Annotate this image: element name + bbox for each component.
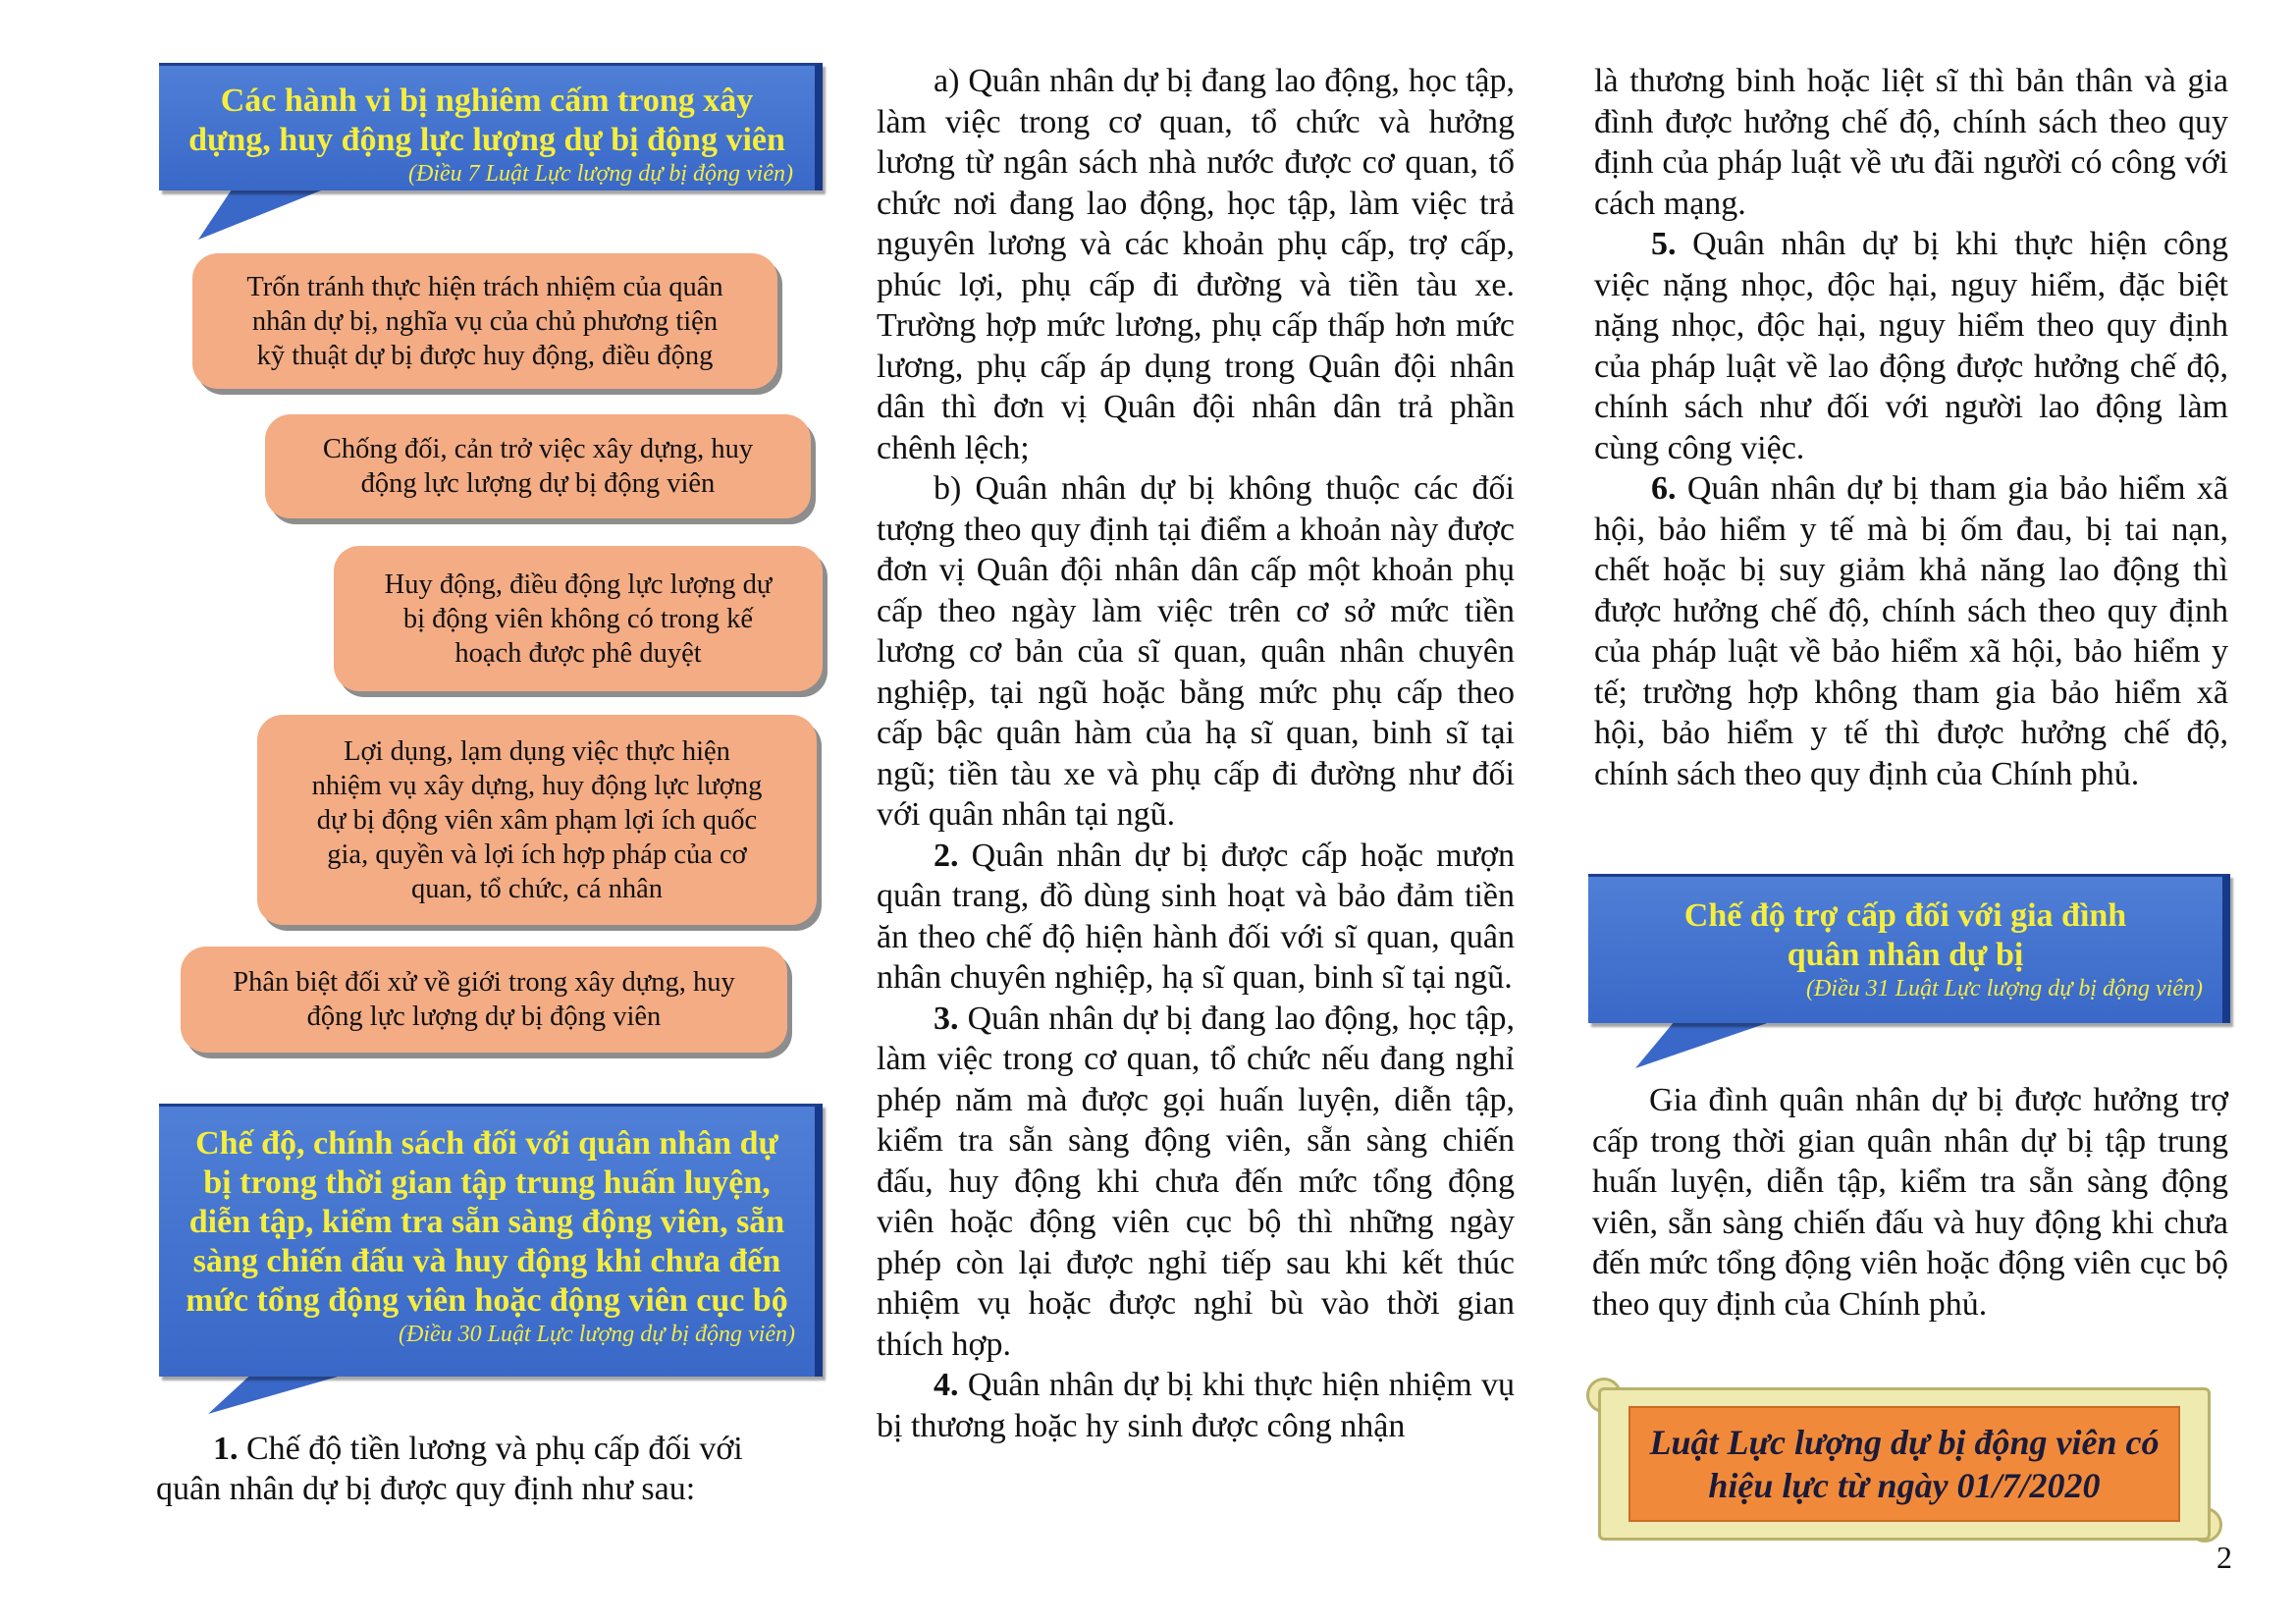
clause-text: Quân nhân dự bị tham gia bảo hiểm xã hội, bảo hiểm y tế mà bị ốm đau, bị tai nạn, chết hoặc bị suy giảm khả năng lao động thì được hưởng chế độ, chính sách theo quy định của pháp luật về bảo hiểm xã hội, bảo hiểm y tế; trường hợp không tham gia bảo hiểm xã hội, bảo hiểm y tế thì được hưởng chế độ, chính sách theo quy định của Chính phủ. — [1594, 470, 2228, 792]
item-line: gia, quyền và lợi ích hợp pháp của cơ — [327, 839, 747, 870]
callout-title-line: bị trong thời gian tập trung huấn luyện, — [203, 1164, 771, 1201]
callout-title-line: Các hành vi bị nghiêm cấm trong xây — [220, 82, 754, 119]
clause-number: 2. — [934, 837, 959, 874]
item-line: Lợi dụng, lạm dụng việc thực hiện — [344, 735, 730, 767]
callout-reference: (Điều 31 Luật Lực lượng dự bị động viên) — [1805, 976, 2203, 1001]
callout-reference: (Điều 7 Luật Lực lượng dự bị động viên) — [407, 161, 793, 187]
clause-5 — [1594, 224, 2228, 468]
intro-paragraph — [156, 1429, 798, 1509]
callout-title-line: mức tổng động viên hoặc động viên cục bộ — [186, 1282, 788, 1319]
item-line: quan, tổ chức, cá nhân — [410, 873, 663, 904]
callout-prohibited-acts — [159, 63, 823, 240]
prohibited-item-4 — [257, 715, 817, 925]
callout-reference: (Điều 30 Luật Lực lượng dự bị động viên) — [398, 1322, 795, 1347]
prohibited-item-1 — [192, 253, 777, 389]
family-text: Gia đình quân nhân dự bị được hưởng trợ cấp trong thời gian quân nhân dự bị tập trung huấn luyện, diễn tập, kiểm tra sẵn sàng động viên, sẵn sàng chiến đấu và huy động khi chưa đến mức tổng động viên hoặc động viên cục bộ theo quy định của Chính phủ. — [1592, 1082, 2228, 1323]
item-line: kỹ thuật dự bị được huy động, điều động — [256, 340, 714, 371]
item-line: Trốn tránh thực hiện trách nhiệm của quân — [246, 271, 723, 302]
page-number: 2 — [2216, 1540, 2232, 1575]
item-line: Phân biệt đối xử về giới trong xây dựng, huy — [233, 967, 735, 998]
clause-2 — [877, 836, 1515, 999]
prohibited-item-3 — [334, 546, 823, 691]
banner-panel — [1629, 1406, 2180, 1522]
clause-number: 1. — [213, 1431, 239, 1467]
clause-text: Quân nhân dự bị khi thực hiện công việc nặng nhọc, độc hại, nguy hiểm, đặc biệt nặng nhọc, độc hại, nguy hiểm theo quy định của pháp luật về lao động được hưởng chế độ, chính sách như đối với người lao động làm cùng công việc. — [1594, 226, 2228, 466]
clause-number: 6. — [1651, 470, 1677, 507]
clause-number: 5. — [1651, 226, 1677, 262]
clause-4-continued: là thương binh hoặc liệt sĩ thì bản thân và gia đình được hưởng chế độ, chính sách theo quy định của pháp luật về ưu đãi người có công với cách mạng. — [1594, 63, 2228, 222]
clause-3 — [877, 999, 1515, 1366]
clause-number: 3. — [934, 1000, 959, 1037]
callout-title-line: sàng chiến đấu và huy động khi chưa đến — [192, 1243, 781, 1279]
right-column — [1594, 61, 2228, 794]
clause-b: b) Quân nhân dự bị không thuộc các đối tượng theo quy định tại điểm a khoản này được đơn vị Quân đội nhân dân cấp một khoản phụ cấp theo ngày làm việc trên cơ sở mức tiền lương cơ bản của sĩ quan, quân nhân chuyên nghiệp, tại ngũ hoặc bằng mức phụ cấp theo cấp bậc quân hàm của hạ sĩ quan, binh sĩ tại ngũ; tiền tàu xe và phụ cấp đi đường như đối với quân nhân tại ngũ. — [877, 470, 1515, 833]
item-line: nhân dự bị, nghĩa vụ của chủ phương tiện — [251, 305, 719, 337]
callout-tail — [1635, 1021, 1792, 1080]
effective-date-banner — [1580, 1370, 2228, 1551]
callout-reservist-policy — [159, 1104, 823, 1398]
clause-text: Quân nhân dự bị đang lao động, học tập, làm việc trong cơ quan, tổ chức nếu đang nghỉ phép năm mà được gọi huấn luyện, diễn tập, kiểm tra sẵn sàng động viên, sẵn sàng chiến đấu, huy động khi chưa đến mức tổng động viên hoặc động viên cục bộ thì những ngày phép còn lại được nghỉ tiếp sau khi kết thúc nhiệm vụ hoặc được nghỉ bù vào thời gian thích hợp. — [877, 1000, 1515, 1363]
banner-line: Luật Lực lượng dự bị động viên có — [1649, 1423, 2160, 1462]
callout-tail — [198, 181, 375, 249]
clause-6 — [1594, 468, 2228, 794]
middle-column — [877, 61, 1515, 1446]
callout-title-line: dựng, huy động lực lượng dự bị động viên — [188, 122, 785, 158]
clause-text: Chế độ tiền lương và phụ cấp đối với quân nhân dự bị được quy định như sau: — [156, 1431, 743, 1507]
clause-number: 4. — [934, 1367, 959, 1403]
item-line: dự bị động viên xâm phạm lợi ích quốc — [316, 804, 758, 836]
prohibited-item-2 — [265, 414, 811, 518]
clause-a: a) Quân nhân dự bị đang lao động, học tập, làm việc trong cơ quan, tổ chức và hưởng lương từ ngân sách nhà nước được cơ quan, tổ chức nơi đang lao động, học tập, làm việc trả nguyên lương và các khoản phụ cấp, trợ cấp, phúc lợi, phụ cấp đi đường và tiền tàu xe. Trường hợp mức lương, phụ cấp thấp hơn mức lương, phụ cấp áp dụng trong Quân đội nhân dân thì đơn vị Quân đội nhân dân trả phần chênh lệch; — [877, 63, 1515, 466]
prohibited-item-5 — [181, 947, 787, 1053]
scroll-paper — [1598, 1387, 2211, 1541]
item-line: nhiệm vụ xây dựng, huy động lực lượng — [311, 770, 763, 801]
clause-text: Quân nhân dự bị khi thực hiện nhiệm vụ bị thương hoặc hy sinh được công nhận — [877, 1367, 1515, 1444]
item-line: Chống đối, cản trở việc xây dựng, huy — [322, 434, 754, 464]
item-line: động lực lượng dự bị động viên — [360, 468, 716, 499]
callout-title-line: Chế độ trợ cấp đối với gia đình — [1683, 897, 2127, 934]
banner-line: hiệu lực từ ngày 01/7/2020 — [1708, 1466, 2101, 1505]
callout-title-line: Chế độ, chính sách đối với quân nhân dự — [195, 1125, 778, 1162]
item-line: Huy động, điều động lực lượng dự — [384, 568, 773, 600]
item-line: động lực lượng dự bị động viên — [306, 1001, 662, 1032]
item-line: bị động viên không có trong kế — [402, 603, 754, 634]
item-line: hoạch được phê duyệt — [454, 637, 702, 669]
callout-tail — [208, 1369, 385, 1428]
callout-family-allowance — [1588, 874, 2230, 1070]
callout-title-line: diễn tập, kiểm tra sẵn sàng động viên, sẵn — [188, 1204, 785, 1240]
clause-4 — [877, 1365, 1515, 1446]
clause-text: Quân nhân dự bị được cấp hoặc mượn quân trang, đồ dùng sinh hoạt và bảo đảm tiền ăn theo chế độ hiện hành đối với sĩ quan, quân nhân chuyên nghiệp, hạ sĩ quan, binh sĩ tại ngũ. — [877, 837, 1515, 996]
family-allowance-paragraph — [1592, 1080, 2228, 1325]
callout-title-line: quân nhân dự bị — [1787, 937, 2024, 973]
